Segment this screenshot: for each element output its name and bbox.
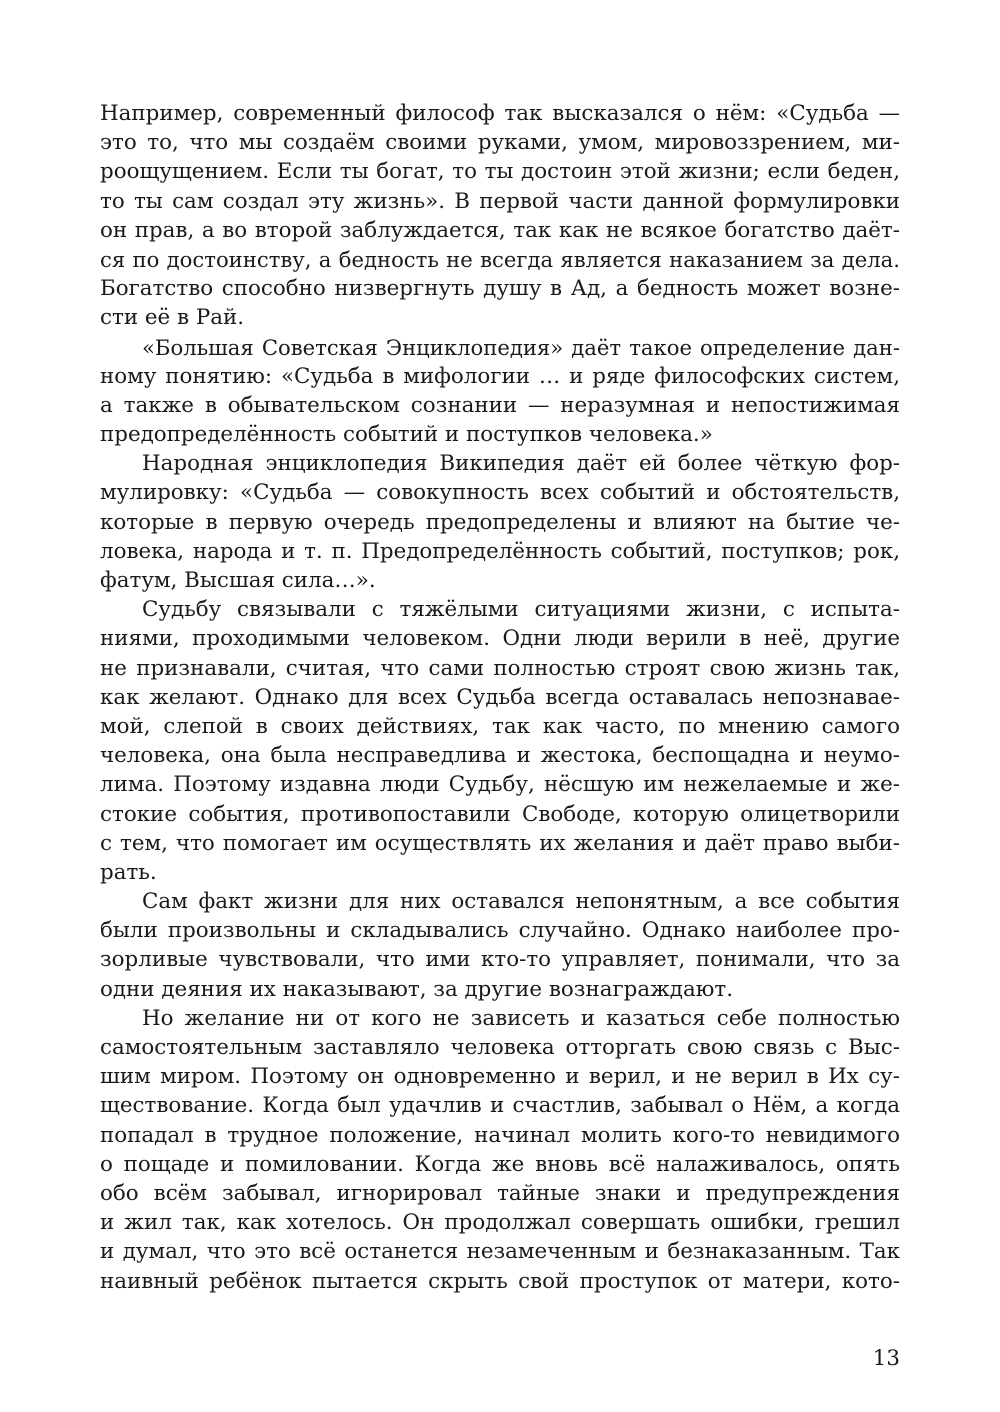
- text-line: фатум, Высшая сила…».: [100, 568, 376, 593]
- text-line: одни деяния их наказывают, за другие вознаграждают.: [100, 976, 733, 1002]
- text-line: лима. Поэтому издавна люди Судьбу, нёсшую им нежелаемые и же-: [100, 772, 900, 798]
- text-line: обо всём забывал, игнорировал тайные знаки и предупреждения: [100, 1180, 900, 1206]
- text-line: Например, современный философ так высказался о нём: «Судьба —: [100, 101, 900, 126]
- paragraph: [100, 887, 900, 1004]
- text-line: это то, что мы создаём своими руками, умом, мировоззрением, ми-: [100, 130, 900, 156]
- text-line: и жил так, как хотелось. Он продолжал совершать ошибки, грешил: [100, 1210, 900, 1236]
- text-line: самостоятельным заставляло человека отторгать свою связь с Выс-: [100, 1035, 900, 1060]
- paragraph: [100, 1004, 900, 1296]
- text-line: Богатство способно низвергнуть душу в Ад, а бедность может возне-: [100, 276, 900, 302]
- text-line: шим миром. Поэтому он одновременно и верил, и не верил в Их су-: [100, 1064, 900, 1090]
- text-line: ному понятию: «Судьба в мифологии … и ряде философских систем,: [100, 363, 900, 389]
- text-line: предопределённость событий и поступков человека.»: [100, 422, 713, 448]
- text-line: сти её в Рай.: [100, 305, 245, 331]
- text-line: ся по достоинству, а бедность не всегда является наказанием за дела.: [100, 246, 900, 272]
- text-line: ниями, проходимыми человеком. Одни люди верили в неё, другие: [100, 626, 900, 652]
- text-line: Народная энциклопедия Википедия даёт ей более чёткую фор-: [142, 451, 900, 477]
- text-line: «Большая Советская Энциклопедия» даёт такое определение дан-: [142, 334, 900, 360]
- text-line: как желают. Однако для всех Судьба всегда оставалась непознавае-: [100, 684, 900, 710]
- page-number: 13: [872, 1346, 900, 1371]
- text-line: мулировку: «Судьба — совокупность всех событий и обстоятельств,: [100, 480, 900, 506]
- text-line: о пощаде и помиловании. Когда же вновь всё налаживалось, опять: [100, 1151, 900, 1177]
- paragraph: [100, 333, 900, 450]
- text-line: которые в первую очередь предопределены и влияют на бытие че-: [100, 509, 900, 535]
- paragraph: [100, 595, 900, 887]
- text-line: он прав, а во второй заблуждается, так как не всякое богатство даёт-: [100, 217, 900, 243]
- text-line: роощущением. Если ты богат, то ты достоин этой жизни; если беден,: [100, 159, 900, 185]
- text-line: Судьбу связывали с тяжёлыми ситуациями жизни, с испыта-: [142, 597, 900, 623]
- text-line: зорливые чувствовали, что ими кто-то управляет, понимали, что за: [100, 947, 900, 973]
- text-line: наивный ребёнок пытается скрыть свой проступок от матери, кото-: [100, 1268, 900, 1294]
- text-line: то ты сам создал эту жизнь». В первой части данной формулировки: [100, 188, 900, 214]
- text-line: были произвольны и складывались случайно. Однако наиболее про-: [100, 918, 900, 944]
- text-line: Но желание ни от кого не зависеть и казаться себе полностью: [142, 1005, 900, 1031]
- text-line: ществование. Когда был удачлив и счастлив, забывал о Нём, а когда: [100, 1093, 900, 1119]
- text-line: мой, слепой в своих действиях, так как часто, по мнению самого: [100, 713, 900, 739]
- text-line: Сам факт жизни для них оставался непонятным, а все события: [142, 889, 900, 915]
- paragraph: [100, 99, 900, 333]
- text-line: попадал в трудное положение, начинал молить кого-то невидимого: [100, 1122, 900, 1148]
- text-line: не признавали, считая, что сами полностью строят свою жизнь так,: [100, 655, 900, 681]
- text-line: стокие события, противопоставили Свободе, которую олицетворили: [100, 801, 900, 827]
- text-line: а также в обывательском сознании — неразумная и непостижимая: [100, 392, 900, 418]
- text-line: и думал, что это всё останется незамеченным и безнаказанным. Так: [100, 1239, 900, 1265]
- paragraph: [100, 449, 900, 595]
- text-line: рать.: [100, 859, 157, 885]
- text-line: человека, она была несправедлива и жестока, беспощадна и неумо-: [100, 743, 900, 769]
- text-line: с тем, что помогает им осуществлять их желания и даёт право выби-: [100, 830, 900, 856]
- body-text: [100, 99, 900, 1296]
- text-line: ловека, народа и т. п. Предопределённость событий, поступков; рок,: [100, 538, 900, 564]
